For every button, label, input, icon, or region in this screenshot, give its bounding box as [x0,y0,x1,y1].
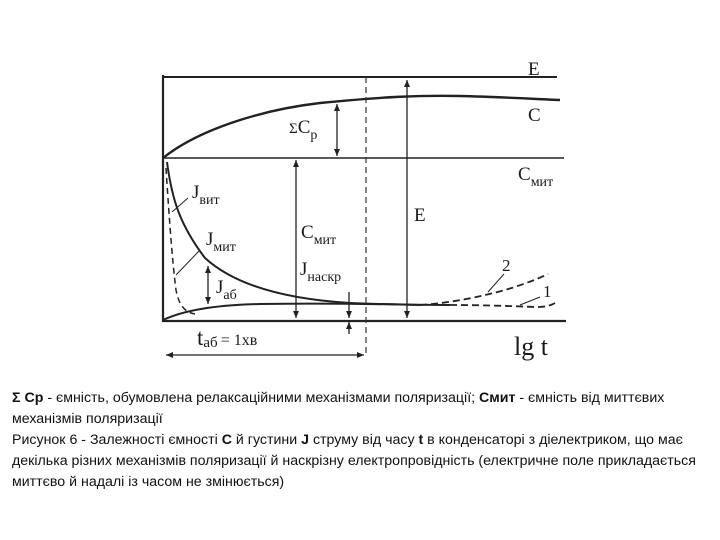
caption-j: J [301,432,310,448]
caption-text: - ємність, обумовлена релаксаційними механізмами поляризації; [43,390,480,406]
label-c-curve: C [528,105,541,126]
label-curve-1: 1 [543,282,552,301]
label-sigma-cp: $\Sigma C_р$ [289,117,318,143]
caption-c: С [221,432,232,448]
caption-line-1 [12,388,702,430]
label-c-mit: $C_{мит}$ [518,164,554,190]
label-e-line: E [528,59,540,80]
caption-t: t [418,432,424,448]
label-lg-t: lg t [514,332,548,361]
label-e-arrow: E [414,205,426,226]
figure-caption [12,388,702,493]
caption-text: струму від часу [309,432,419,448]
label-j-mit: $J_{мит}$ [206,229,236,255]
label-j-ab: $J_{аб}$ [216,277,237,303]
j-ab-curve [163,304,420,320]
label-j-naskr: $J_{наскр}$ [300,259,342,285]
curve1-leader [520,297,540,305]
caption-text: - ємність від миттєвих механізмів поляризації [12,390,665,427]
caption-text: й густини [231,432,302,448]
caption-line-2 [12,430,702,493]
label-t-ab: tаб = 1хв [197,325,258,351]
j-mit-leader [176,250,200,275]
caption-text: в конденсаторі з діелектриком, що має декілька різних механізмів поляризації й наскрізну електропровідність (електричне поле прикладається миттєво й надалі із часом не змінюється) [12,432,696,490]
label-j-vit: $J_{вит}$ [192,182,220,208]
j-curve-2 [420,274,548,305]
caption-smit: Смит [479,390,516,406]
j-vit-curve [166,168,195,314]
label-c-mit-arrow: $C_{мит}$ [301,222,337,248]
label-curve-2: 2 [502,256,511,275]
caption-text: Рисунок 6 - Залежності ємності [12,432,222,448]
caption-sigma-cp: Σ Cр [12,390,44,406]
c-curve [163,96,560,158]
curve2-leader [488,274,504,292]
j-mit-curve-1 [450,303,555,307]
